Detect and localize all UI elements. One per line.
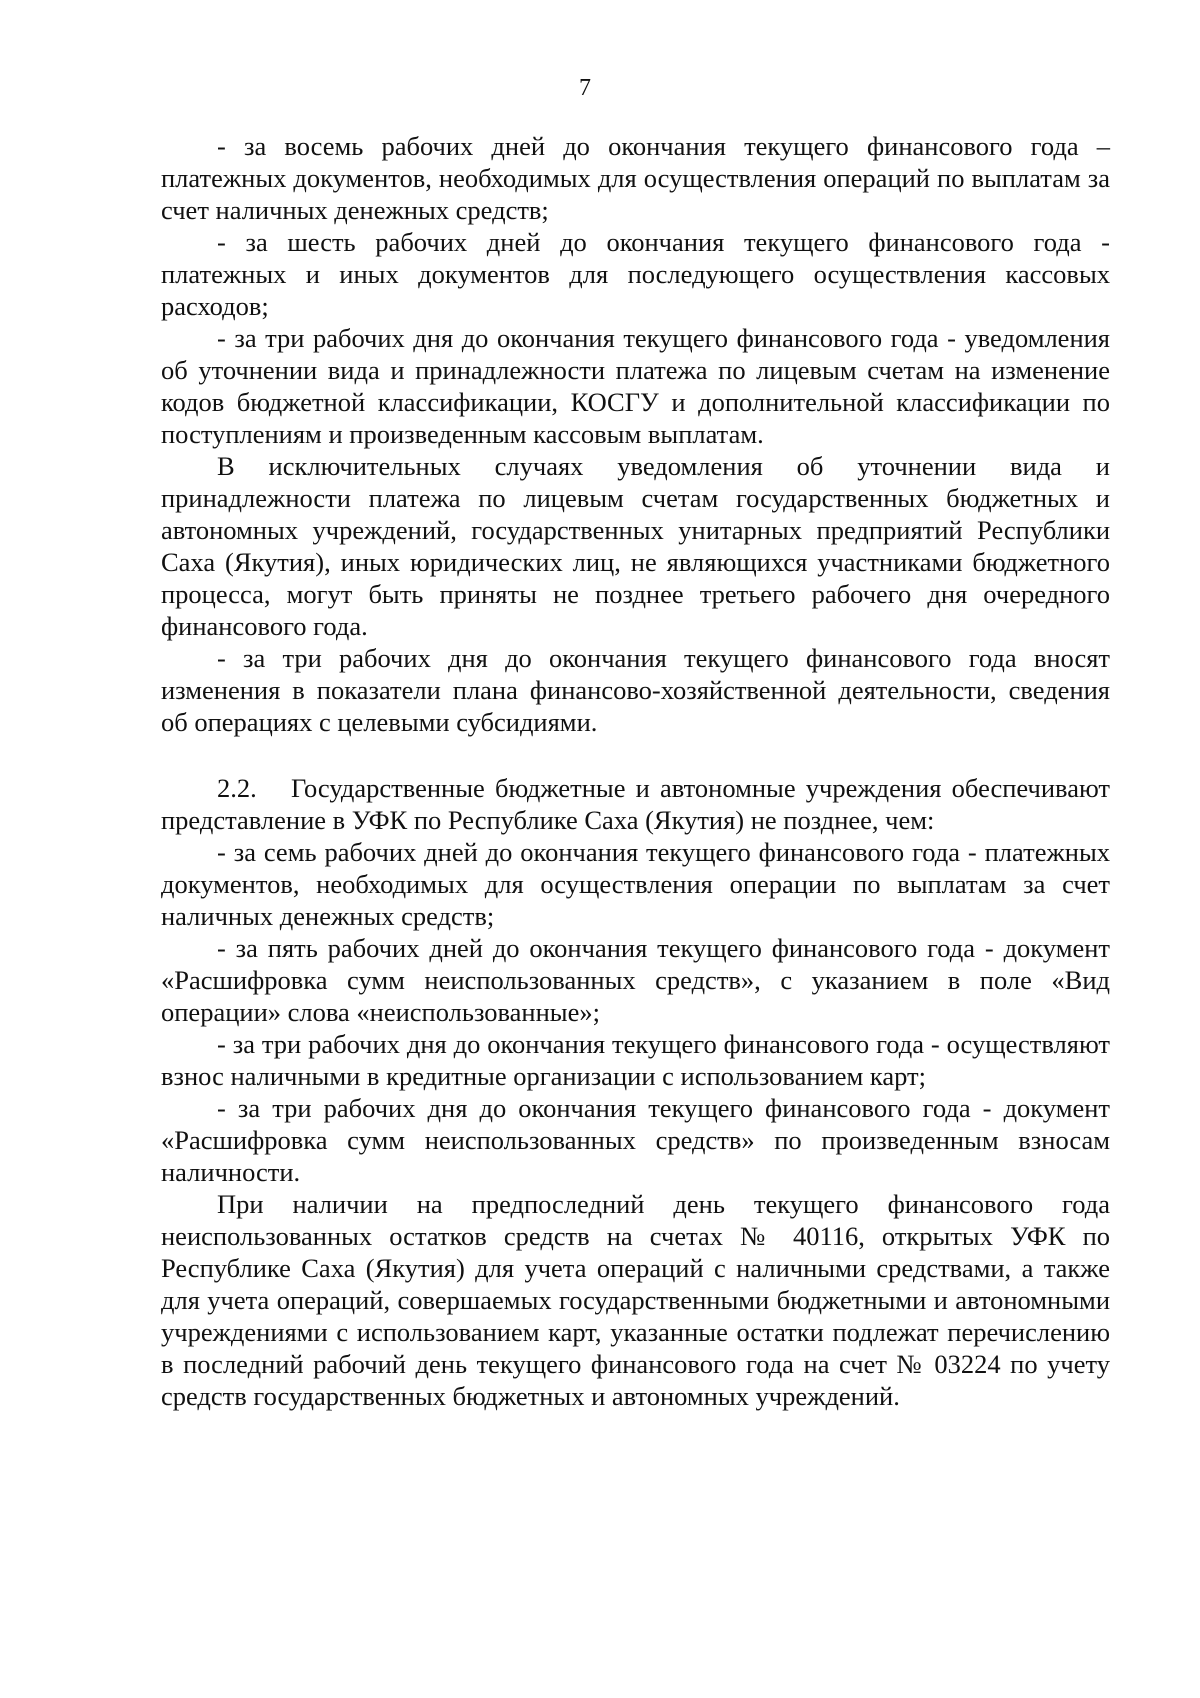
paragraph-unused-balances: При наличии на предпоследний день текущего финансового года неиспользованных остатков средств на счетах № 40116, открытых УФК по Республике Саха (Якутия) для учета операций с наличными средствами, а также для учета операций, совершаемых государственными бюджетными и автономными учреждениями с использованием карт, указанные остатки подлежат перечислению в последний рабочий день текущего финансового года на счет № 03224 по учету средств государственных бюджетных и автономных учреждений. (161, 1189, 1110, 1411)
section-intro-text: Государственные бюджетные и автономные учреждения обеспечивают представление в УФК по Республике Саха (Якутия) не позднее, чем: (161, 773, 1110, 835)
section-2-2-intro (161, 772, 1110, 836)
paragraph-three-days-plan-changes: - за три рабочих дня до окончания текущего финансового года вносят изменения в показатели плана финансово-хозяйственной деятельности, сведения об операциях с целевыми субсидиями. (161, 643, 1110, 737)
page-number: 7 (579, 75, 591, 101)
paragraph-exceptional-cases: В исключительных случаях уведомления об уточнении вида и принадлежности платежа по лицевым счетам государственных бюджетных и автономных учреждений, государственных унитарных предприятий Республики Саха (Якутия), иных юридических лиц, не являющихся участниками бюджетного процесса, могут быть приняты не позднее третьего рабочего дня очередного финансового года. (161, 451, 1110, 641)
section-number: 2.2. (217, 773, 257, 803)
paragraph-three-days-notice: - за три рабочих дня до окончания текущего финансового года - уведомления об уточнении вида и принадлежности платежа по лицевым счетам на изменение кодов бюджетной классификации, КОСГУ и дополнительной классификации по поступлениям и произведенным кассовым выплатам. (161, 323, 1110, 449)
paragraph-five-days: - за пять рабочих дней до окончания текущего финансового года - документ «Расшифровка сумм неиспользованных средств», с указанием в поле «Вид операции» слова «неиспользованные»; (161, 933, 1110, 1027)
document-body (161, 130, 1110, 1412)
paragraph-three-days-cash-deposit: - за три рабочих дня до окончания текущего финансового года - осуществляют взнос наличными в кредитные организации с использованием карт; (161, 1029, 1110, 1091)
paragraph-three-days-decoding: - за три рабочих дня до окончания текущего финансового года - документ «Расшифровка сумм неиспользованных средств» по произведенным взносам наличности. (161, 1093, 1110, 1187)
paragraph-seven-days: - за семь рабочих дней до окончания текущего финансового года - платежных документов, необходимых для осуществления операции по выплатам за счет наличных денежных средств; (161, 837, 1110, 931)
paragraph-eight-days: - за восемь рабочих дней до окончания текущего финансового года – платежных документов, необходимых для осуществления операций по выплатам за счет наличных денежных средств; (161, 131, 1110, 225)
paragraph-six-days: - за шесть рабочих дней до окончания текущего финансового года - платежных и иных документов для последующего осуществления кассовых расходов; (161, 227, 1110, 321)
